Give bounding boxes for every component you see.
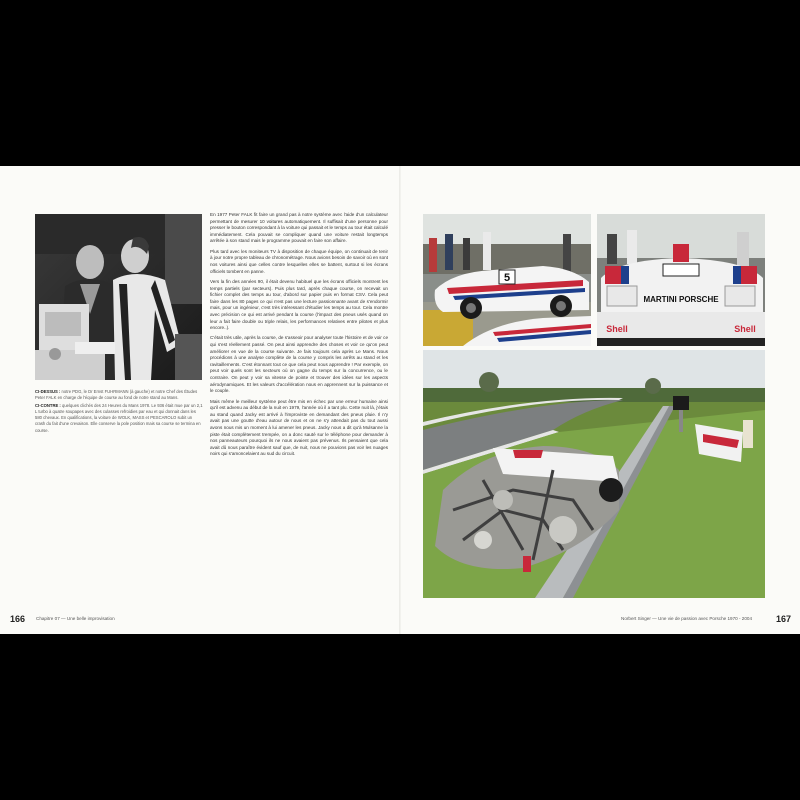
- pitlane-illustration: [423, 214, 591, 346]
- running-head-right: Norbert Singer — Une vie de passion avec Porsche 1970 - 2004: [621, 616, 752, 621]
- caption-lead: CI-CONTRE :: [35, 403, 61, 409]
- book-spread: [0, 166, 800, 634]
- photo-captions: [35, 389, 203, 436]
- caption-opposite: [35, 403, 203, 433]
- body-paragraph: Vers la fin des années 90, il était devenu habituel que les écrans officiels montrent les temps partiels (par secteurs). Puis plus tard, après chaque course, on recevait un fichier complet des temps au tour, d'abord sur papier puis en format CSV. Cela peut faire dans les 80 pages ce qui n'est pas une lecture passionnante avant de s'endormir mais, pour un ingénieur, c'est très intéressant d'étudier les temps au tour. Cela montre avec précision ce qui est arrivé pendant la course (l'impact des pneus usés quand on leur a fait faire double ou triple relais, les performances relatives entre pilotes et plus encore..).: [210, 278, 388, 331]
- spine-gutter: [399, 166, 401, 634]
- caption-lead: CI-DESSUS :: [35, 389, 61, 394]
- body-paragraph: Mais même le meilleur système peut être mis en échec par une erreur humaine ainsi qu'il est advenu au début de la nuit en 1979, l'année où il a tant plu. Cette nuit là, j'étais au stand quand Jacky est arrivé à l'improviste en demandant des pneus pluie. Il n'y avait pas une goutte d'eau autour de nous et on ne s'y attendait pas du tout aussi avons nous mis un moment à lui amener les pneus. Jacky nous a dit qu'à Mulsanne la piste était complètement trempée, on a donc sauté sur le téléphone pour demander à nos panneauteurs pourquoi ils ne nous avaient pas prévenus. Ils pensaient que cela avait dû nous paraître évident sauf que, de nuit, nous ne pouvions pas voir les nuages noirs qui s'amoncelaient au sud du circuit.: [210, 398, 388, 457]
- sponsor-lettering: MARTINI PORSCHE: [643, 295, 719, 304]
- crash-scene-illustration: [423, 350, 765, 598]
- caption-above: [35, 389, 203, 401]
- page-number-left: 166: [10, 614, 26, 624]
- martini-porsche-illustration: [597, 214, 765, 346]
- bw-photo-illustration: [35, 214, 202, 380]
- car-number: 5: [503, 272, 511, 284]
- body-paragraph: C'était très utile, après la course, de s'asseoir pour analyser toute l'histoire et de voir ce qui s'est réellement passé. On peut ainsi apprendre des choses et voir ce qu'on peut améliorer en vue de la course suivante. Je fais toujours cela après Le Mans. Nous procédions à une analyse complète de la course y compris les arrêts au stand et les ravitaillements. C'est étonnant tout ce que cela peut nous apprendre ! Par exemple, on peut voir quels sont les secteurs où on gagne du temps sur la concurrence, ou le contraire. On peut y voir sa vitesse de pointe et trouver des idées sur les aspects aérodynamiques. Et les valeurs d'accélération nous en apprennent sur la puissance et le couple.: [210, 335, 388, 394]
- body-text-column: [210, 212, 388, 462]
- photo-pitlane-car: [423, 214, 591, 346]
- caption-text: notre PDG, le Dr Ernst FUHRMANN (à gauche) et notre Chef des Études Peter FALK en charge de l'équipe de course au fond de notre stand au Mans.: [35, 389, 198, 401]
- shell-lettering-left: Shell: [606, 324, 628, 334]
- body-paragraph: Plus tard avec les moniteurs TV à disposition de chaque équipe, on continuait de tenir à jour notre propre tableau de chronométrage. Nous avions besoin de savoir où en sont nos voitures ainsi que celles contre lesquelles elles se battent, surtout si les écrans officiels tombent en panne.: [210, 248, 388, 274]
- photo-martini-porsche: [597, 214, 765, 346]
- photo-engineers-pit: [35, 214, 202, 380]
- page-number-right: 167: [776, 614, 792, 624]
- body-paragraph: En 1977 Peter FALK fit faire un grand pas à notre système avec l'aide d'un calculateur permettant de mesurer 10 voitures automatiquement. Il suffisait d'une personne pour presser le bouton correspondant à la voiture qui passait et le temps au tour était calculé immédiatement. Cela pouvait se compliquer quand une voiture restait longtemps arrêtée à son stand mais le programme pouvait en faire son affaire.: [210, 212, 388, 244]
- caption-text: quelques clichés des 24 Heures du Mans 1978. Le 936 était mue par un 2,1 L turbo à quatre soupapes avec des culasses refroidies par eau et qui donnait dans les 580 chevaux. En qualifications, la voiture de WOLK, MASS et PESCAROLO subit un crash du fait d'une crevaison. Elle conserve la pole position mais sa course se termina en course.: [35, 403, 203, 433]
- shell-lettering-right: Shell: [734, 324, 756, 334]
- running-head-left: Chapitre 07 — Une belle improvisation: [36, 616, 115, 621]
- photo-crashed-car: [423, 350, 765, 598]
